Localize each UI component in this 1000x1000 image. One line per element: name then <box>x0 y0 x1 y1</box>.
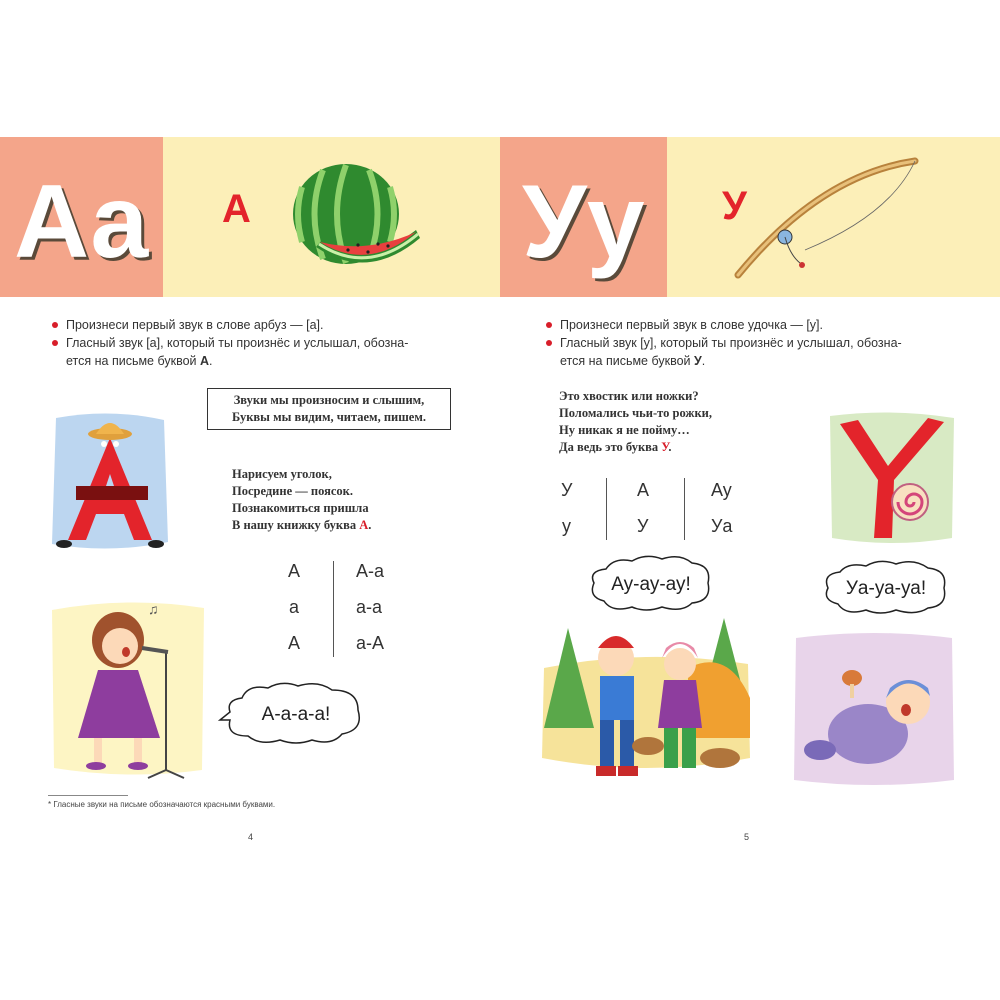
grid-cell: У <box>561 480 573 500</box>
left-page-number: 4 <box>248 832 254 842</box>
baby-speech-bubble <box>822 560 950 616</box>
singing-girl-illustration <box>48 600 208 780</box>
left-red-letter: А <box>222 187 251 231</box>
letter-a-character-illustration <box>50 408 170 554</box>
crying-baby-illustration <box>790 630 958 790</box>
kids-speech-text: Ау-ау-ау! <box>611 574 691 595</box>
left-instructions <box>52 316 452 370</box>
kids-speech-bubble <box>588 555 714 613</box>
grid-cell: а-а <box>356 597 383 617</box>
right-bullet-2: Гласный звук [у], который ты произнёс и услышал, обозна- ется на письме буквой У. <box>546 334 956 370</box>
right-bullet-1: Произнеси первый звук в слове удочка — [у]. <box>546 316 956 334</box>
grid-cell: А <box>288 633 301 653</box>
grid-divider <box>333 561 334 657</box>
fishing-rod-illustration <box>730 155 920 285</box>
grid-cell: у <box>562 516 571 536</box>
baby-speech-text: Уа-уа-уа! <box>845 578 927 599</box>
left-footnote: * Гласные звуки на письме обозначаются красными буквами. <box>48 800 276 809</box>
grid-divider <box>606 478 607 540</box>
right-big-letter: Уу <box>522 164 645 280</box>
kids-in-forest-illustration <box>538 608 754 790</box>
grid-cell: а <box>289 597 300 617</box>
left-poem: Нарисуем уголок, Посредине — поясок. Познакомиться пришла В нашу книжку буква А. <box>232 467 372 532</box>
grid-cell: а-А <box>356 633 385 653</box>
left-bullet-2: Гласный звук [а], который ты произнёс и услышал, обозна- ется на письме буквой А. <box>52 334 452 370</box>
left-speech-bubble <box>218 680 366 746</box>
left-speech-text: А-а-а-а! <box>261 704 331 725</box>
grid-cell: А <box>637 480 650 500</box>
watermelon-illustration <box>288 162 428 287</box>
right-poem: Это хвостик или ножки? Поломались чьи-то рожки, Ну никак я не пойму… Да ведь это буква У. <box>559 389 712 454</box>
grid-cell: А-а <box>356 561 385 581</box>
footnote-divider <box>48 795 128 796</box>
grid-cell: Ау <box>711 480 732 500</box>
right-red-letter: У <box>722 184 747 228</box>
letter-u-character-illustration <box>826 410 958 546</box>
right-instructions <box>546 316 956 370</box>
grid-cell: А <box>288 561 301 581</box>
left-big-letter: Аа <box>14 164 149 280</box>
grid-divider <box>684 478 685 540</box>
right-page-number: 5 <box>744 832 750 842</box>
svg-text:♫: ♫ <box>148 601 159 617</box>
left-bullet-1: Произнеси первый звук в слове арбуз — [а]. <box>52 316 452 334</box>
grid-cell: У <box>637 516 649 536</box>
grid-cell: Уа <box>711 516 733 536</box>
rule-box: Звуки мы произносим и слышим, Буквы мы видим, читаем, пишем. <box>207 388 451 430</box>
